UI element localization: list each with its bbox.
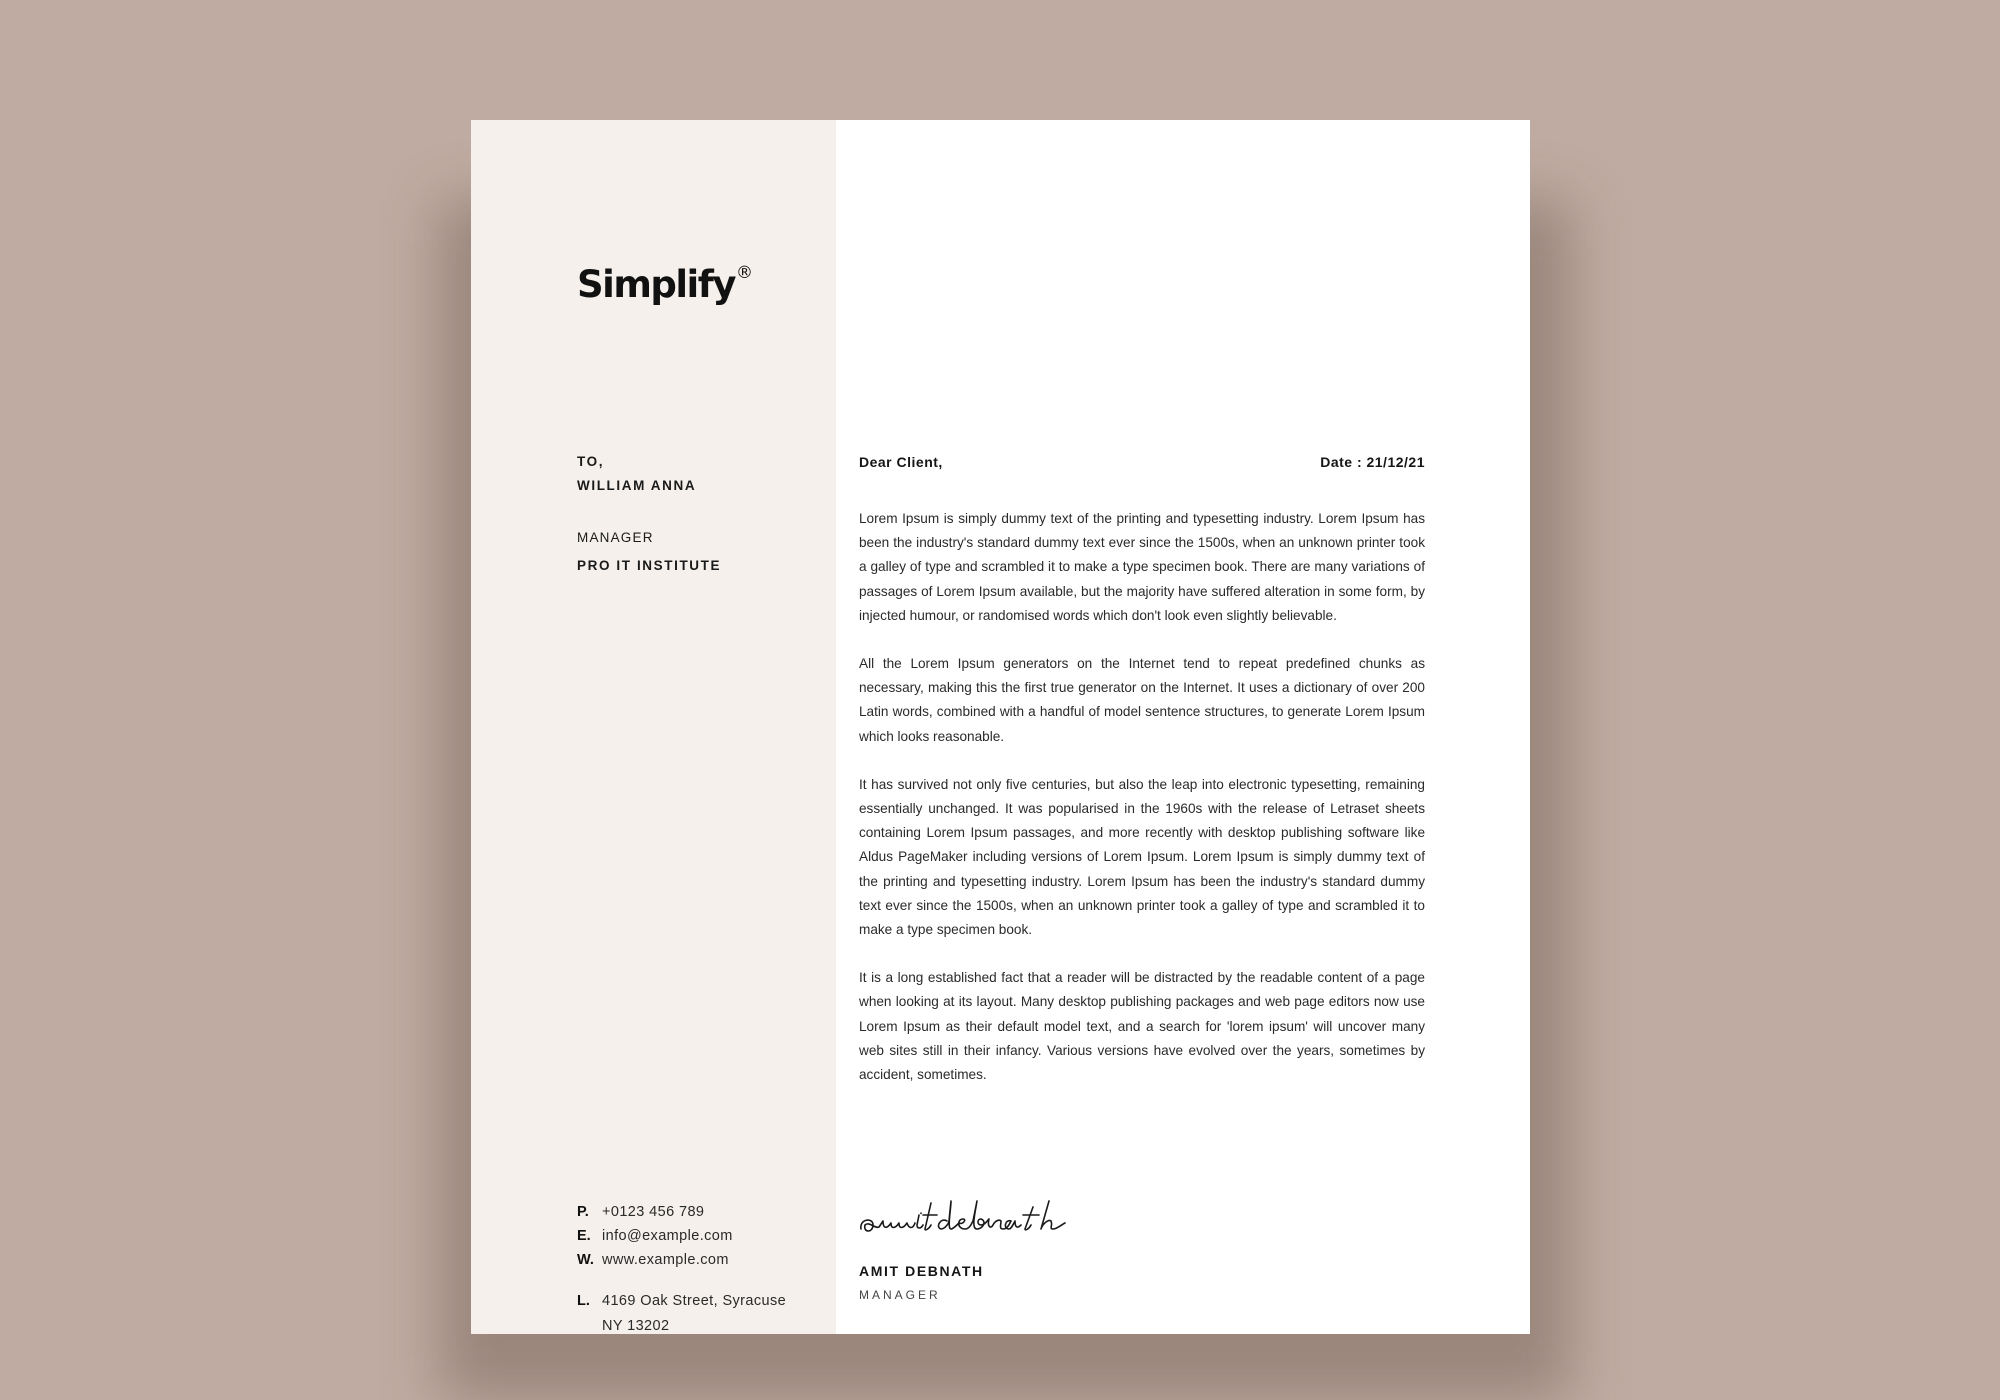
email-key: E. bbox=[577, 1228, 591, 1244]
recipient-company: PRO IT INSTITUTE bbox=[577, 558, 722, 573]
registered-mark: ® bbox=[735, 262, 753, 283]
paragraph: It is a long established fact that a reader will be distracted by the readable content of a page when looking at its layout. Many desktop publishing packages and web page editors now use Lorem Ipsum as their default model text, and a search for 'lorem ipsum' will uncover many web sites still in their infancy. Various versions have evolved over the years, sometimes by accident, sometimes. bbox=[859, 970, 1425, 1083]
recipient-to-label: TO, bbox=[577, 454, 605, 469]
contact-email-row bbox=[577, 1224, 786, 1248]
address-line-1: 4169 Oak Street, Syracuse bbox=[602, 1293, 787, 1309]
salutation-row bbox=[859, 450, 1425, 474]
web-key: W. bbox=[577, 1252, 594, 1268]
signer-title: MANAGER bbox=[859, 1288, 941, 1302]
logo-text: Simplify bbox=[577, 263, 735, 306]
signer-name: AMIT DEBNATH bbox=[859, 1263, 984, 1279]
contact-block bbox=[577, 1200, 786, 1334]
letterhead-page bbox=[471, 120, 1530, 1334]
location-key: L. bbox=[577, 1293, 590, 1309]
web-value: www.example.com bbox=[602, 1252, 729, 1268]
salutation: Dear Client, bbox=[859, 454, 943, 470]
letter-date: Date : 21/12/21 bbox=[1320, 454, 1425, 470]
paragraph: Lorem Ipsum is simply dummy text of the printing and typesetting industry. Lorem Ipsum has been the industry's standard dummy text ever since the 1500s, when an unknown printer took a galley of type and scrambled it to make a type specimen book. There are many variations of passages of Lorem Ipsum available, but the majority have suffered alteration in some form, by injected humour, or randomised words which don't look even slightly believable. bbox=[859, 511, 1425, 623]
contact-web-row bbox=[577, 1248, 786, 1272]
address-value bbox=[602, 1289, 786, 1334]
letter-text bbox=[859, 507, 1425, 1087]
recipient-block bbox=[577, 450, 721, 578]
paragraph: It has survived not only five centuries, but also the leap into electronic typesetting, remaining essentially unchanged. It was popularised in the 1960s with the release of Letraset sheets containing Lorem Ipsum passages, and more recently with desktop publishing software like Aldus PageMaker including versions of Lorem Ipsum. Lorem Ipsum is simply dummy text of the printing and typesetting industry. Lorem Ipsum has been the industry's standard dummy text ever since the 1500s, when an unknown printer took a galley of type and scrambled it to make a type specimen book. bbox=[859, 776, 1425, 938]
paragraph: All the Lorem Ipsum generators on the Internet tend to repeat predefined chunks as necessary, making this the first true generator on the Internet. It uses a dictionary of over 200 Latin words, combined with a handful of model sentence structures, to generate Lorem Ipsum which looks reasonable. bbox=[859, 656, 1425, 744]
phone-value: +0123 456 789 bbox=[602, 1204, 705, 1220]
letter-body bbox=[859, 450, 1425, 1111]
recipient-name: WILLIAM ANNA bbox=[577, 478, 697, 493]
brand-logo bbox=[577, 262, 753, 306]
handwritten-signature bbox=[853, 1185, 1173, 1245]
contact-address-row bbox=[577, 1289, 786, 1334]
address-line-2: NY 13202 bbox=[602, 1318, 670, 1334]
recipient-role: MANAGER bbox=[577, 530, 654, 545]
phone-key: P. bbox=[577, 1204, 589, 1220]
sidebar-panel bbox=[471, 120, 836, 1334]
contact-phone-row bbox=[577, 1200, 786, 1224]
email-value: info@example.com bbox=[602, 1228, 733, 1244]
